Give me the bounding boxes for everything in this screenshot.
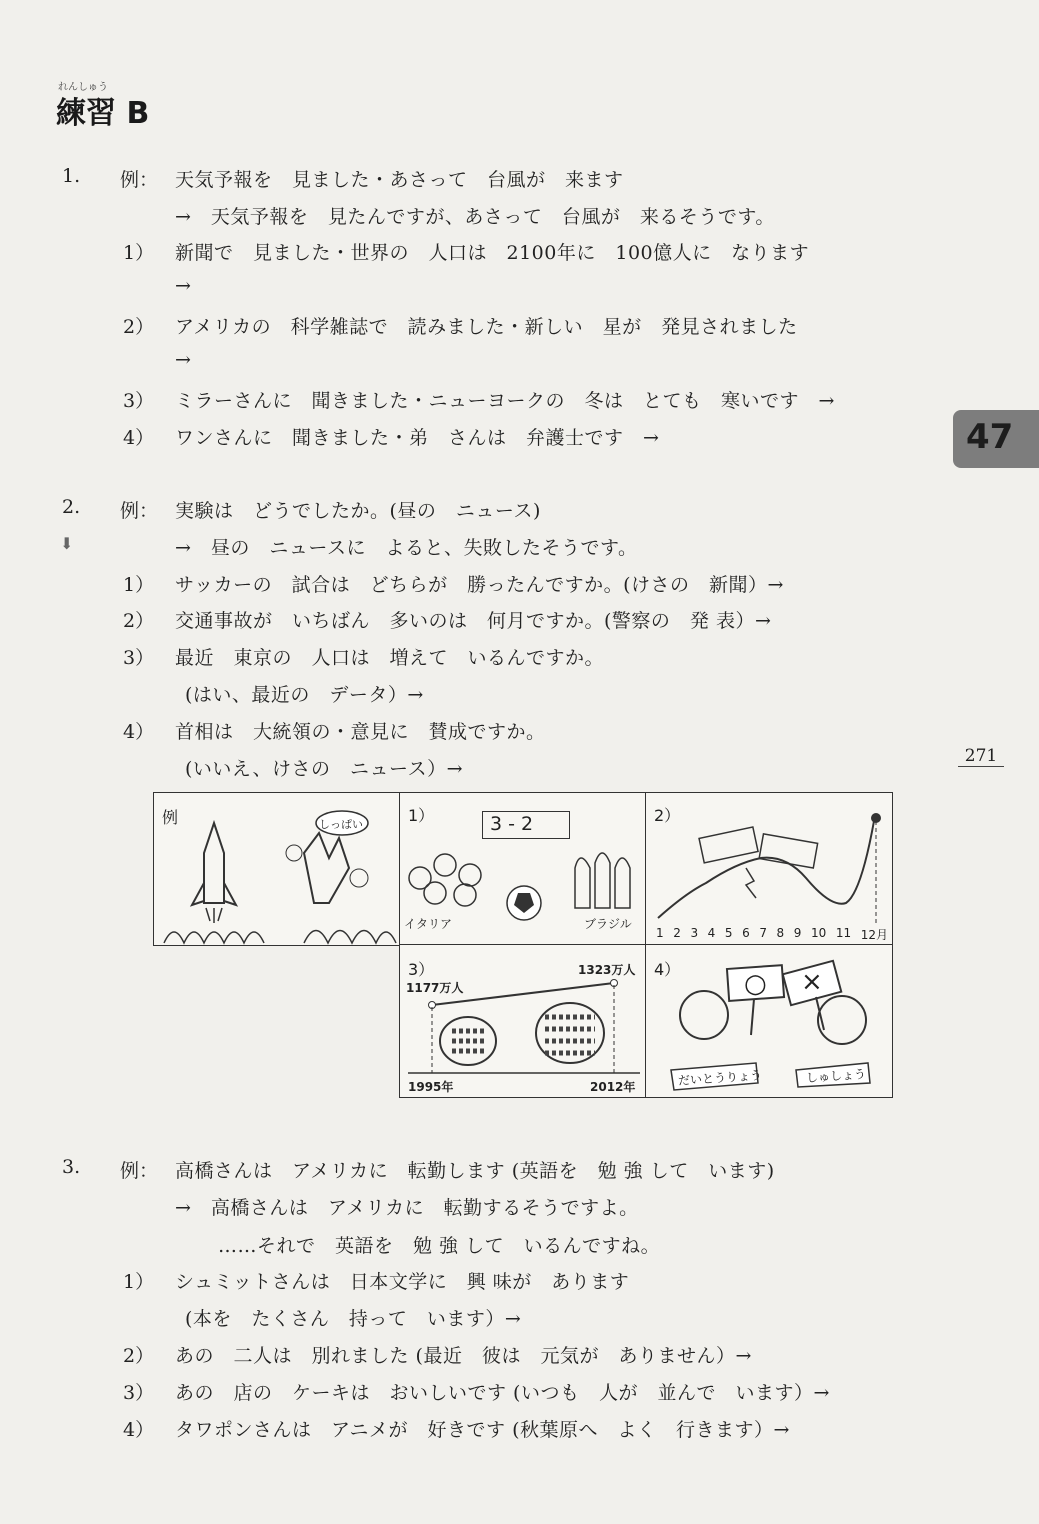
month-tick: 2 — [673, 926, 681, 940]
picture-panel-1 — [399, 792, 647, 946]
team-italy: イタリア — [404, 917, 453, 931]
section-1-item: ミラーさんに 聞きました・ニューヨークの 冬は とても 寒いです → — [175, 390, 835, 412]
month-tick: 9 — [793, 926, 802, 940]
picture-panel-example — [153, 792, 401, 946]
section-1-example-label: 例： — [120, 169, 159, 191]
section-2-item: 最近 東京の 人口は 増えて いるんですか。 — [175, 647, 605, 669]
score: 3 - 2 — [490, 813, 534, 835]
picture-panel-4 — [645, 944, 893, 1098]
prime-minister-banner: しゅしょう — [805, 1066, 867, 1086]
section-3-item-number: 1） — [123, 1271, 155, 1293]
section-1-item: 新聞で 見ました・世界の 人口は 2100年に 100億人に なります — [175, 242, 810, 264]
section-2-item-number: 3） — [123, 647, 155, 669]
accident-trend-illustration — [646, 793, 892, 945]
section-3-example-reply: ……それで 英語を 勉 強 して いるんですね。 — [218, 1235, 661, 1257]
failure-bubble: しっぱい — [319, 818, 363, 831]
year-end: 2012年 — [590, 1080, 636, 1094]
picture-panel-2 — [645, 792, 893, 946]
section-2-item-hint: (はい、最近の データ）→ — [185, 684, 424, 706]
page-title: 練習 B — [56, 96, 150, 131]
president-banner: だいとうりょう — [677, 1068, 763, 1088]
section-1-item: ワンさんに 聞きました・弟 さんは 弁護士です → — [175, 427, 660, 449]
section-1-item-number: 1） — [123, 242, 155, 264]
section-3-example-line: 高橋さんは アメリカに 転勤します (英語を 勉 強 して います) — [175, 1160, 775, 1182]
month-tick: 11 — [835, 926, 852, 940]
panel-label: 例 — [162, 808, 179, 827]
section-3-example-label: 例： — [120, 1160, 159, 1182]
section-1-item: アメリカの 科学雑誌で 読みました・新しい 星が 発見されました — [175, 316, 798, 338]
rocket-launch-illustration — [154, 793, 400, 945]
section-1-item-number: 3） — [123, 390, 155, 412]
section-3-item: シュミットさんは 日本文学に 興 味が あります — [175, 1271, 630, 1293]
team-brazil: ブラジル — [584, 917, 632, 931]
section-3-item-number: 3） — [123, 1382, 155, 1404]
picture-panel-3 — [399, 944, 647, 1098]
section-3-item: あの 店の ケーキは おいしいです (いつも 人が 並んで います）→ — [175, 1382, 830, 1404]
section-1-number: 1. — [62, 165, 81, 187]
section-1-item-number: 4） — [123, 427, 155, 449]
panel-label: 2） — [654, 806, 681, 825]
section-3-example-answer: → 高橋さんは アメリカに 転勤するそうですよ。 — [175, 1197, 639, 1219]
month-tick: 4 — [707, 926, 716, 940]
month-tick: 10 — [810, 926, 827, 940]
section-1-example-answer: → 天気予報を 見たんですが、あさって 台風が 来るそうです。 — [175, 206, 775, 228]
section-2-item: サッカーの 試合は どちらが 勝ったんですか。(けさの 新聞）→ — [175, 574, 784, 596]
population-illustration — [400, 945, 646, 1097]
panel-label: 4） — [654, 960, 681, 979]
section-2-item-number: 2） — [123, 610, 155, 632]
month-tick: 8 — [776, 926, 785, 940]
section-3-item-hint: (本を たくさん 持って います）→ — [185, 1308, 522, 1330]
month-tick: 12月 — [860, 928, 888, 942]
population-start: 1177万人 — [406, 981, 464, 995]
panel-label: 1） — [408, 806, 435, 825]
month-tick: 5 — [724, 926, 733, 940]
section-1-item-arrow: → — [175, 349, 192, 371]
section-3-item: タワポンさんは アニメが 好きです (秋葉原へ よく 行きます）→ — [175, 1419, 790, 1441]
down-arrow-icon: ⬇ — [60, 534, 74, 553]
month-tick: 3 — [690, 926, 699, 940]
section-1-item-number: 2） — [123, 316, 155, 338]
section-1-example-line: 天気予報を 見ました・あさって 台風が 来ます — [175, 169, 624, 191]
title-ruby: れんしゅう — [58, 82, 108, 93]
page-number: 271 — [958, 746, 1004, 767]
section-3-number: 3. — [62, 1156, 81, 1178]
section-2-item-number: 4） — [123, 721, 155, 743]
month-axis — [656, 926, 888, 943]
section-3-item: あの 二人は 別れました (最近 彼は 元気が ありません）→ — [175, 1345, 752, 1367]
section-3-item-number: 4） — [123, 1419, 155, 1441]
section-2-example-answer: → 昼の ニュースに よると、失敗したそうです。 — [175, 537, 638, 559]
oppose-sign: × — [801, 967, 823, 997]
section-3-item-number: 2） — [123, 1345, 155, 1367]
section-2-item: 首相は 大統領の・意見に 賛成ですか。 — [175, 721, 546, 743]
section-2-example-line: 実験は どうでしたか。(昼の ニュース) — [175, 500, 541, 522]
section-2-number: 2. — [62, 496, 81, 518]
section-2-example-label: 例： — [120, 500, 159, 522]
month-tick: 7 — [759, 926, 767, 940]
month-tick: 1 — [656, 926, 664, 940]
chapter-number: 47 — [966, 417, 1014, 457]
panel-label: 3） — [408, 960, 435, 979]
section-1-item-arrow: → — [175, 275, 192, 297]
section-2-item-hint: (いいえ、けさの ニュース）→ — [185, 758, 464, 780]
section-2-item-number: 1） — [123, 574, 155, 596]
population-end: 1323万人 — [578, 963, 636, 977]
approve-sign: ○ — [744, 969, 767, 999]
year-start: 1995年 — [408, 1080, 454, 1094]
section-2-item: 交通事故が いちばん 多いのは 何月ですか。(警察の 発 表）→ — [175, 610, 772, 632]
month-tick: 6 — [742, 926, 750, 940]
